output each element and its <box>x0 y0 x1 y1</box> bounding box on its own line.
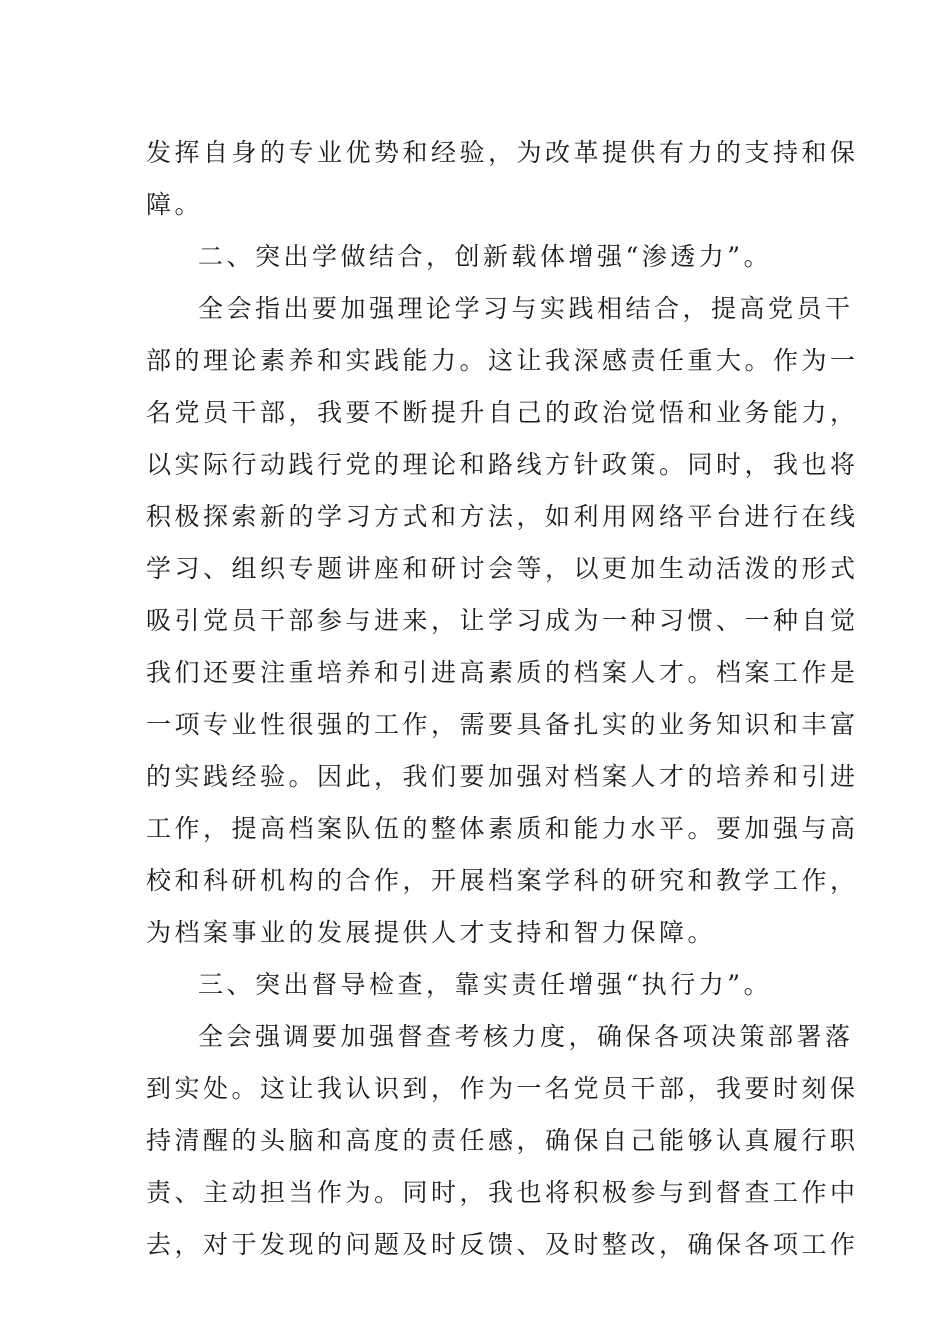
section-heading: 三、突出督导检查，靠实责任增强“执行力”。 <box>198 970 773 999</box>
text-line: 持清醒的头脑和高度的责任感，确保自己能够认真履行职 <box>146 1126 859 1155</box>
text-line: 全会指出要加强理论学习与实践相结合，提高党员干 <box>198 294 854 323</box>
text-line: 到实处。这让我认识到，作为一名党员干部，我要时刻保 <box>146 1074 859 1103</box>
text-line: 一项专业性很强的工作，需要具备扎实的业务知识和丰富 <box>146 710 859 739</box>
document-body <box>146 127 859 1271</box>
text-line: 校和科研机构的合作，开展档案学科的研究和教学工作， <box>146 866 859 895</box>
text-line: 工作，提高档案队伍的整体素质和能力水平。要加强与高 <box>146 814 859 843</box>
text-line: 名党员干部，我要不断提升自己的政治觉悟和业务能力， <box>146 398 859 427</box>
text-line: 吸引党员干部参与进来，让学习成为一种习惯、一种自觉 <box>146 606 859 635</box>
text-line: 学习、组织专题讲座和研讨会等，以更加生动活泼的形式 <box>146 554 859 583</box>
text-line: 去，对于发现的问题及时反馈、及时整改，确保各项工作 <box>146 1230 859 1259</box>
text-line: 的实践经验。因此，我们要加强对档案人才的培养和引进 <box>146 762 859 791</box>
text-line: 全会强调要加强督查考核力度，确保各项决策部署落 <box>198 1022 854 1051</box>
text-line: 积极探索新的学习方式和方法，如利用网络平台进行在线 <box>146 502 859 531</box>
section-heading: 二、突出学做结合，创新载体增强“渗透力”。 <box>198 242 773 271</box>
text-line: 责、主动担当作为。同时，我也将积极参与到督查工作中 <box>146 1178 859 1207</box>
text-line: 发挥自身的专业优势和经验，为改革提供有力的支持和保 <box>146 138 859 167</box>
text-line: 障。 <box>146 190 204 219</box>
text-line: 部的理论素养和实践能力。这让我深感责任重大。作为一 <box>146 346 859 375</box>
text-line: 以实际行动践行党的理论和路线方针政策。同时，我也将 <box>146 450 859 479</box>
text-line: 为档案事业的发展提供人才支持和智力保障。 <box>146 918 717 947</box>
text-line: 我们还要注重培养和引进高素质的档案人才。档案工作是 <box>146 658 859 687</box>
